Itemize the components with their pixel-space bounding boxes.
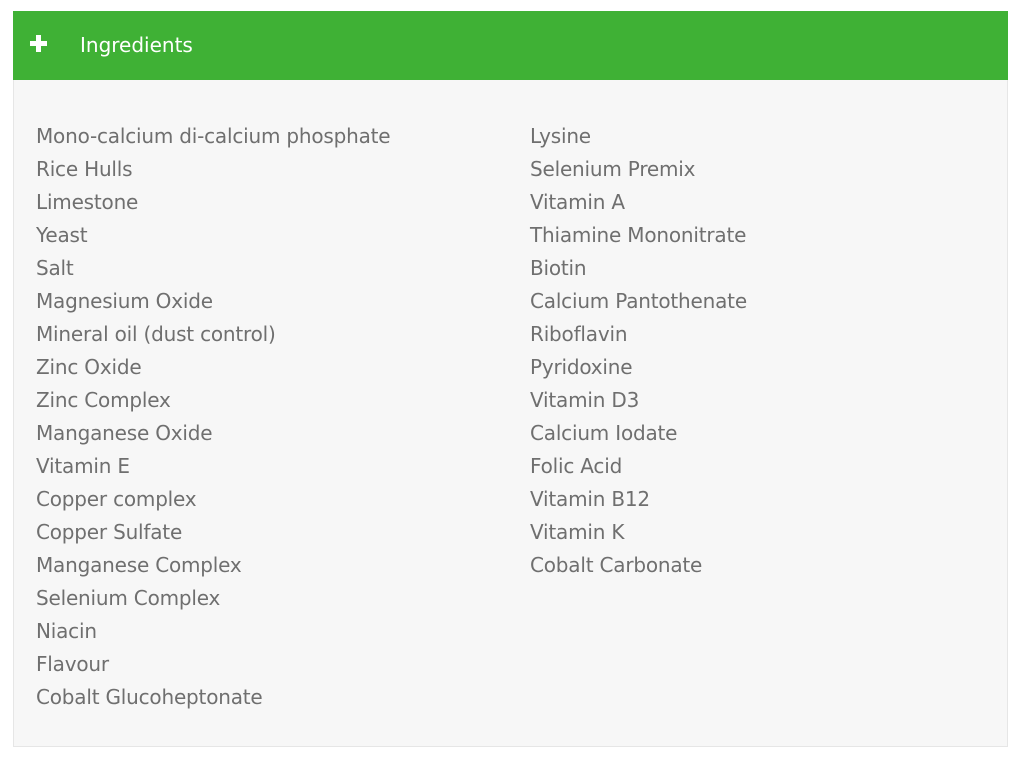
list-item: Vitamin D3: [530, 388, 640, 412]
list-item: Zinc Complex: [36, 388, 171, 412]
ingredients-list-right: [530, 120, 990, 714]
list-item: Vitamin K: [530, 520, 625, 544]
list-item: Folic Acid: [530, 454, 623, 478]
list-item: Flavour: [36, 652, 109, 676]
list-item: Vitamin B12: [530, 487, 650, 511]
list-item: Magnesium Oxide: [36, 289, 213, 313]
list-item: Selenium Complex: [36, 586, 221, 610]
list-item: Zinc Oxide: [36, 355, 142, 379]
list-item: Calcium Pantothenate: [530, 289, 747, 313]
list-item: Yeast: [36, 223, 88, 247]
list-item: Lysine: [530, 124, 591, 148]
accordion-header[interactable]: [13, 11, 1008, 80]
list-item: Calcium Iodate: [530, 421, 678, 445]
accordion-title: Ingredients: [80, 33, 193, 57]
list-item: Selenium Premix: [530, 157, 696, 181]
list-item: Copper Sulfate: [36, 520, 183, 544]
list-item: Mono-calcium di-calcium phosphate: [36, 124, 391, 148]
list-item: Rice Hulls: [36, 157, 133, 181]
list-item: Vitamin A: [530, 190, 625, 214]
list-item: Vitamin E: [36, 454, 130, 478]
ingredients-accordion: [13, 11, 1008, 747]
list-item: Pyridoxine: [530, 355, 633, 379]
list-item: Biotin: [530, 256, 587, 280]
list-item: Manganese Complex: [36, 553, 242, 577]
accordion-body: [36, 120, 996, 714]
list-item: Copper complex: [36, 487, 197, 511]
list-item: Mineral oil (dust control): [36, 322, 276, 346]
list-item: Thiamine Mononitrate: [530, 223, 747, 247]
list-item: Limestone: [36, 190, 139, 214]
list-item: Cobalt Glucoheptonate: [36, 685, 263, 709]
list-item: Manganese Oxide: [36, 421, 213, 445]
list-item: Cobalt Carbonate: [530, 553, 703, 577]
list-item: Salt: [36, 256, 74, 280]
list-item: Niacin: [36, 619, 97, 643]
ingredients-list-left: [36, 120, 530, 714]
plus-icon[interactable]: [30, 35, 48, 53]
list-item: Riboflavin: [530, 322, 628, 346]
